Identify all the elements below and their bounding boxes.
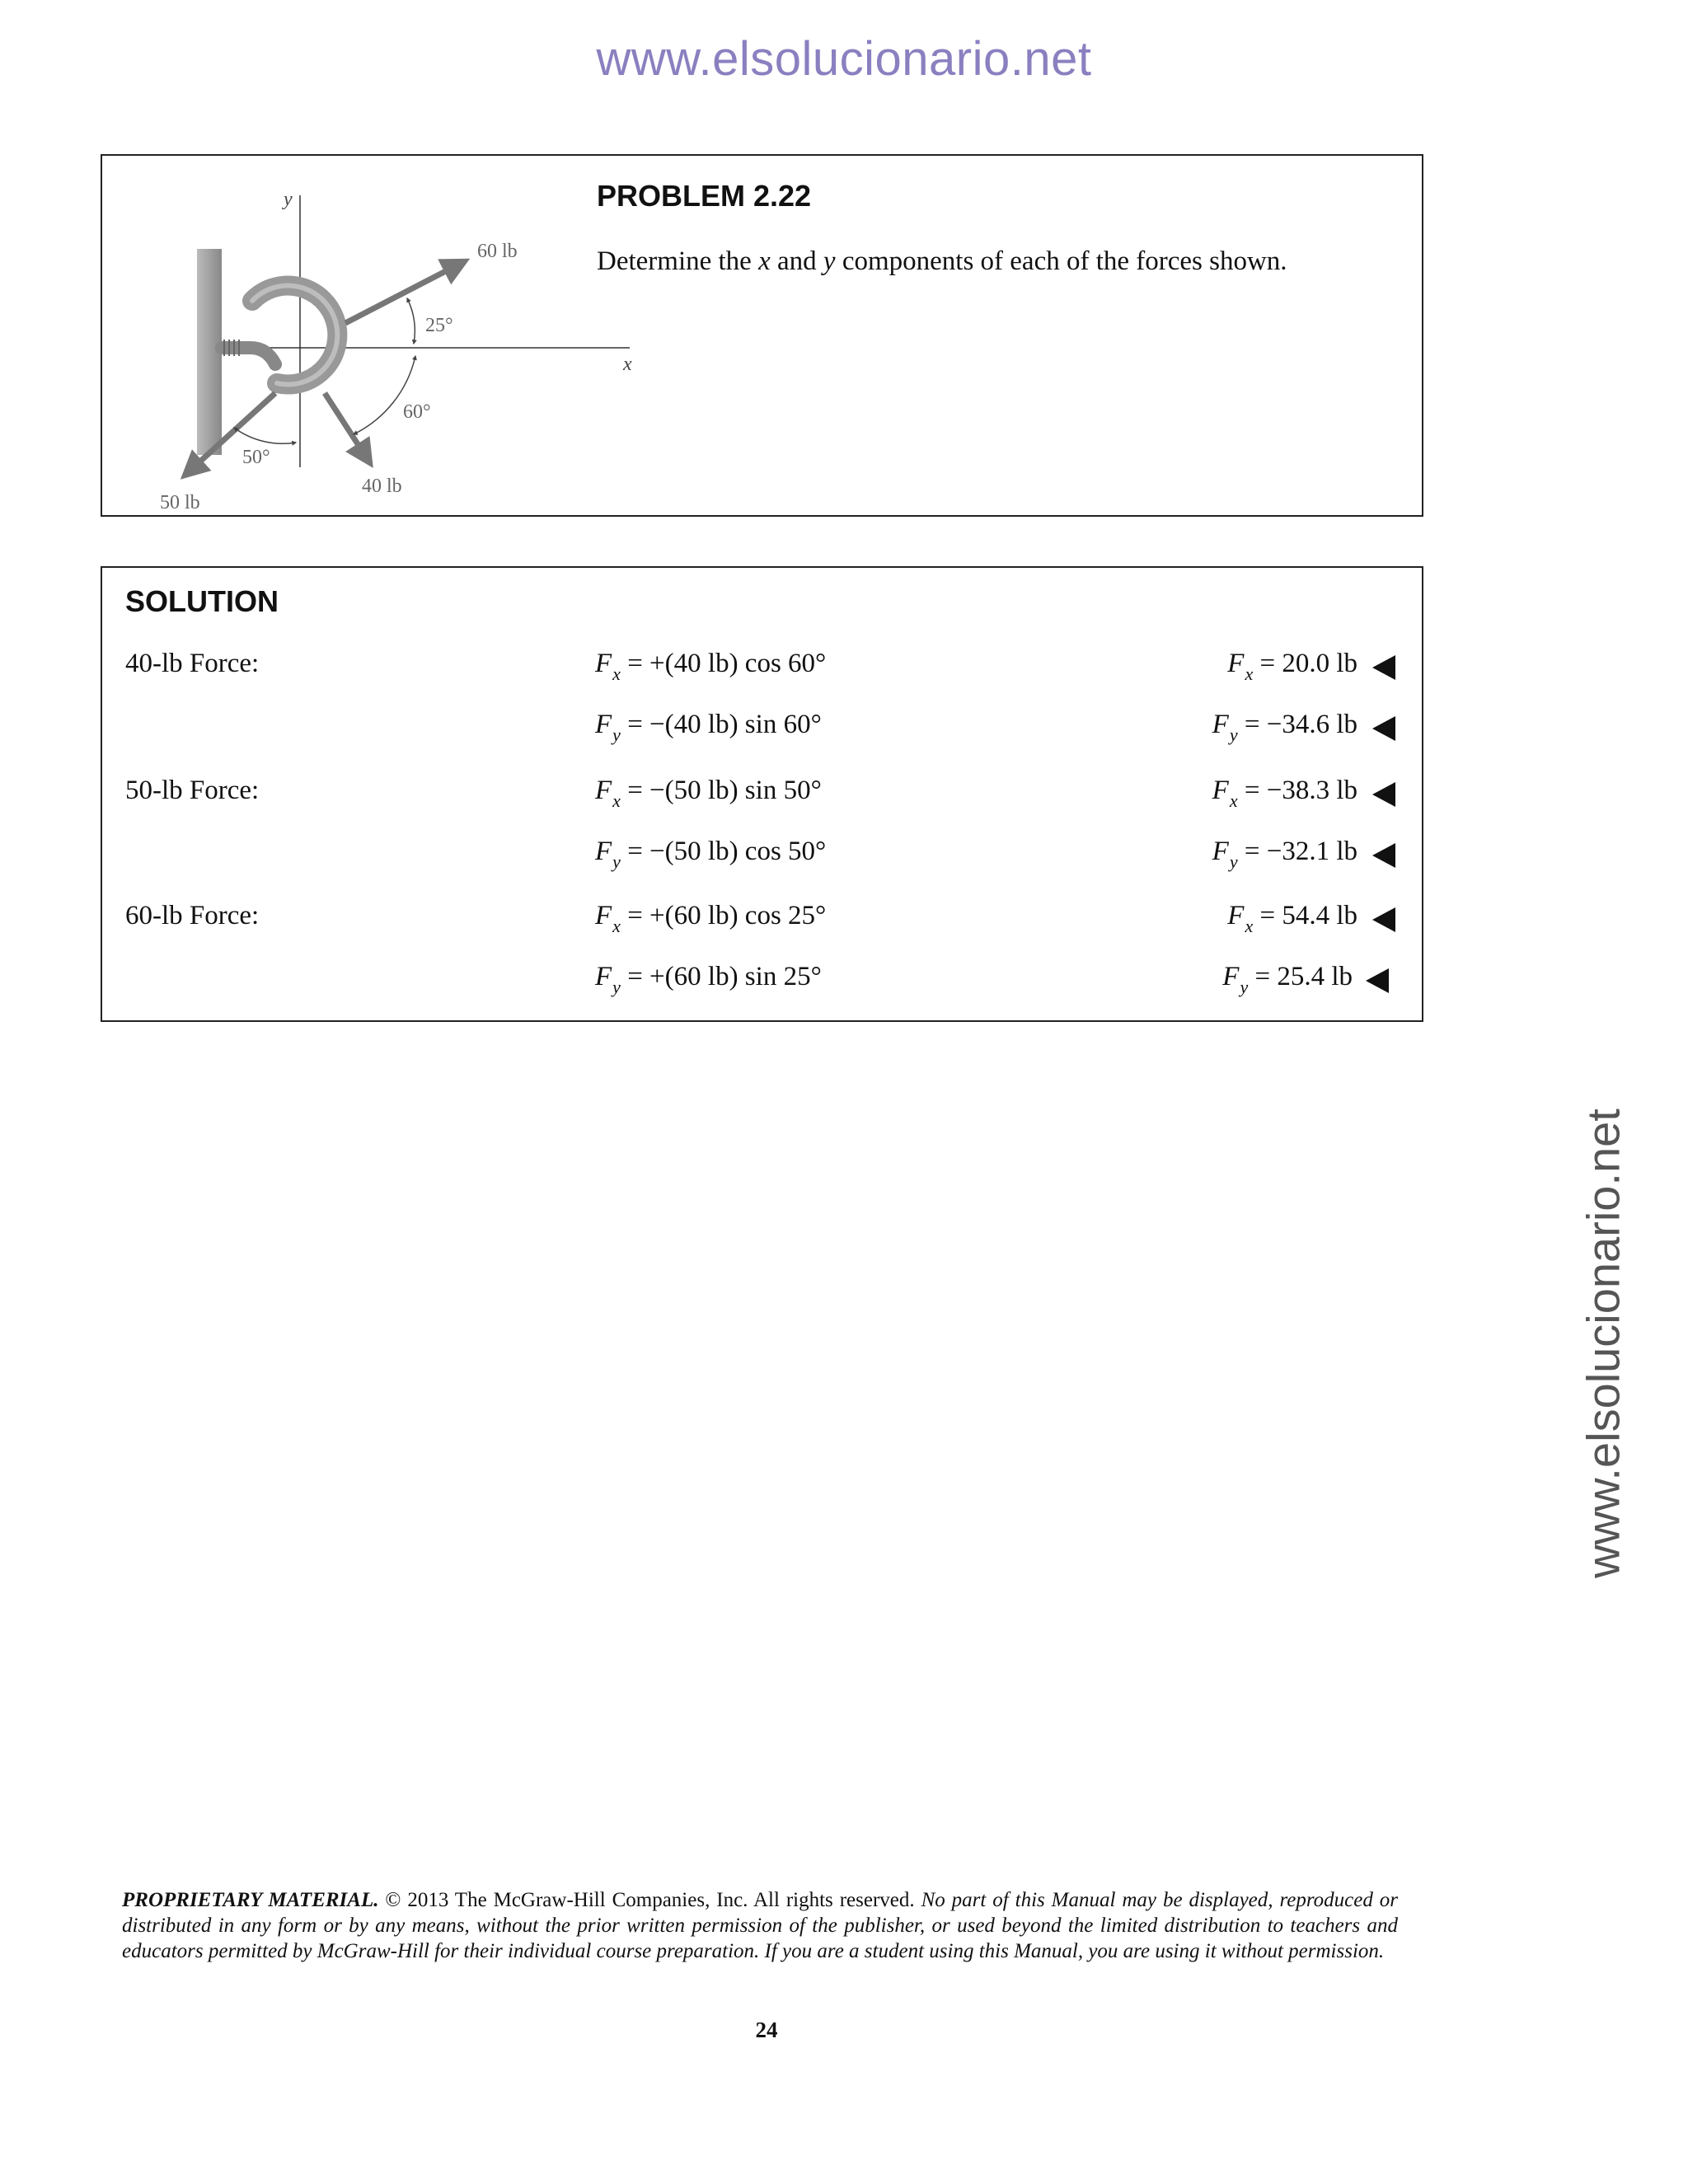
- angle-25-label: 25°: [425, 315, 453, 336]
- angle-25-arc: [407, 298, 415, 344]
- watermark-top: www.elsolucionario.net: [596, 32, 1092, 86]
- equation: $F_y = -(40$ lb) sin 60°: [595, 710, 822, 745]
- angle-50-label: 50°: [242, 447, 270, 468]
- problem-statement: Determine the x and y components of each of the forces shown.: [597, 246, 1287, 276]
- angle-60-label: 60°: [403, 401, 431, 423]
- force-40-label: 40 lb: [362, 476, 402, 497]
- result: $F_y = 25.4$ lb: [1222, 962, 1353, 997]
- result: $F_y = -32.1$ lb: [1212, 837, 1357, 872]
- answer-marker-icon: [1372, 655, 1395, 680]
- answer-marker-icon: [1372, 782, 1395, 807]
- solution-row: [102, 837, 1422, 878]
- solution-row: [102, 710, 1422, 751]
- y-axis-label: y: [284, 189, 293, 210]
- solution-row: [102, 649, 1422, 690]
- result: $F_y = -34.6$ lb: [1212, 710, 1357, 745]
- force-label: 40-lb Force:: [125, 649, 260, 678]
- answer-marker-icon: [1372, 716, 1395, 741]
- equation: $F_y = -(50$ lb) cos 50°: [595, 837, 827, 872]
- force-60-label: 60 lb: [477, 241, 518, 262]
- angle-50-arc: [234, 428, 296, 443]
- result: $F_x = 54.4$ lb: [1227, 901, 1357, 936]
- equation: $F_x = -(50$ lb) sin 50°: [595, 776, 822, 811]
- problem-box: [101, 154, 1423, 517]
- answer-marker-icon: [1372, 843, 1395, 868]
- solution-row: [102, 901, 1422, 942]
- force-figure: [152, 171, 663, 509]
- solution-row: [102, 962, 1422, 1003]
- page-number: 24: [755, 2018, 778, 2042]
- force-60-arrow: [345, 261, 465, 323]
- answer-marker-icon: [1372, 907, 1395, 932]
- force-label: 50-lb Force:: [125, 776, 260, 805]
- problem-title: PROBLEM 2.22: [597, 179, 812, 213]
- solution-row: [102, 776, 1422, 817]
- watermark-side-text: www.elsolucionario.net: [1577, 1108, 1629, 1578]
- copyright-footer: PROPRIETARY MATERIAL. © 2013 The McGraw-Hill Companies, Inc. All rights reserved. No part of this Manual may be displayed, reproduced or distributed in any form or by any means, without the prior written permission of the publisher, or used beyond the limited distribution to teachers and educators permitted by McGraw-Hill for their individual course preparation. If you are a student using this Manual, you are using it without permission.: [122, 1889, 1398, 1962]
- x-axis-label: x: [623, 354, 632, 375]
- force-50-label: 50 lb: [160, 492, 200, 509]
- force-label: 60-lb Force:: [125, 901, 260, 930]
- equation: $F_x = +(60$ lb) cos 25°: [595, 901, 827, 936]
- equation: $F_y = +(60$ lb) sin 25°: [595, 962, 822, 997]
- equation: $F_x = +(40$ lb) cos 60°: [595, 649, 827, 684]
- force-40-arrow: [325, 393, 370, 463]
- answer-marker-icon: [1366, 968, 1389, 993]
- result: $F_x = 20.0$ lb: [1227, 649, 1357, 684]
- solution-title: SOLUTION: [125, 584, 279, 618]
- solution-box: [101, 566, 1423, 1022]
- result: $F_x = -38.3$ lb: [1212, 776, 1357, 811]
